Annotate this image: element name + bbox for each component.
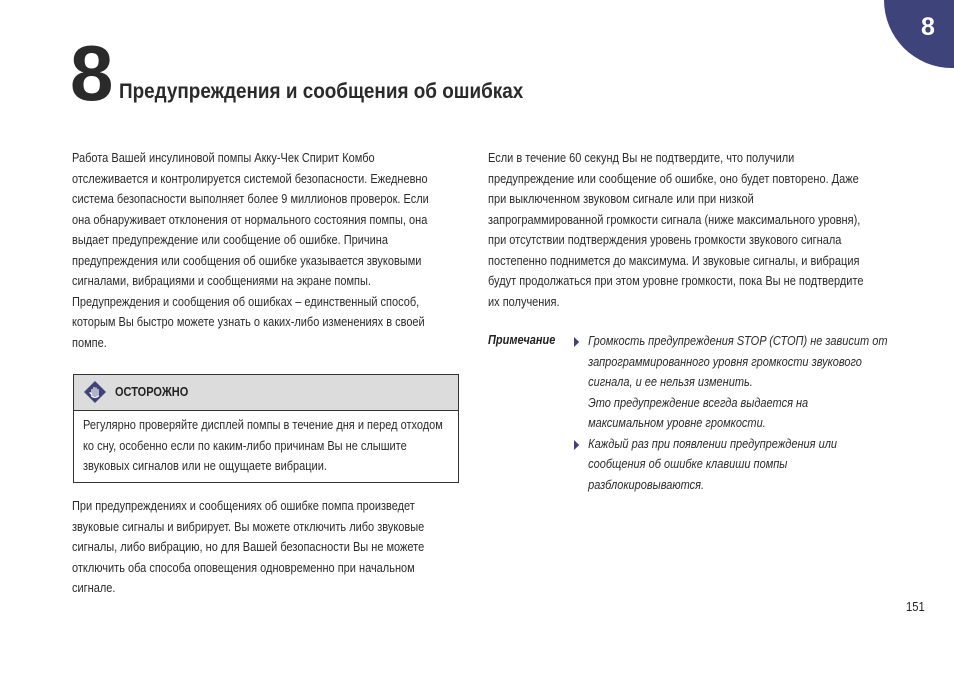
text-line: предупреждения или сообщения об ошибке указывается звуковыми — [72, 253, 422, 268]
triangle-bullet-icon — [574, 440, 579, 450]
page-number: 151 — [906, 600, 925, 614]
text-line: Громкость предупреждения STOP (СТОП) не зависит от — [588, 334, 888, 348]
text-line: сигнала, и ее нельзя изменить. — [588, 375, 753, 389]
chapter-title: Предупреждения и сообщения об ошибках — [119, 80, 524, 103]
text-line: отслеживается и контролируется системой безопасности. Ежедневно — [72, 171, 428, 186]
text-line: Если в течение 60 секунд Вы не подтвердите, что получили — [488, 151, 795, 165]
text-line: Работа Вашей инсулиновой помпы Акку-Чек Спирит Комбо — [72, 151, 375, 165]
text-line: при выключенном звуковом сигнале или при низкой — [488, 192, 754, 206]
caution-header — [74, 375, 458, 411]
text-line: отключить оба способа оповещения одновременно при начальном — [72, 560, 415, 575]
note-text — [588, 331, 887, 434]
text-line: она обнаруживает отклонения от нормального состояния помпы, она — [72, 212, 428, 227]
text-line: ко сну, особенно если по каким-либо причинам Вы не слышите — [83, 438, 407, 453]
caution-body — [83, 415, 443, 477]
note-item — [574, 331, 888, 434]
note-label: Примечание — [488, 333, 556, 347]
text-line: максимальном уровне громкости. — [588, 416, 766, 430]
text-line: разблокировываются. — [588, 477, 705, 492]
text-line: система безопасности выполняет более 9 миллионов проверок. Если — [72, 192, 429, 206]
text-line: выдает предупреждение или сообщение об ошибке. Причина — [72, 233, 388, 247]
text-line: постепенно поднимется до максимума. И звуковые сигналы, и вибрация — [488, 253, 860, 268]
text-line: звуковые сигналы и вибрирует. Вы можете отключить либо звуковые — [72, 519, 425, 534]
note-item — [574, 434, 873, 496]
text-line: Это предупреждение всегда выдается на — [588, 395, 809, 410]
text-line: запрограммированного уровня громкости звукового — [588, 354, 862, 369]
text-line: запрограммированной громкости сигнала (ниже максимального уровня), — [488, 212, 861, 227]
note-list — [574, 331, 888, 495]
caution-title: ОСТОРОЖНО — [115, 385, 189, 399]
text-line: предупреждение или сообщение об ошибке, оно будет повторено. Даже — [488, 171, 859, 186]
text-line: сигналы, либо вибрацию, но для Вашей безопасности Вы не можете — [72, 540, 425, 554]
chapter-number: 8 — [70, 29, 112, 117]
triangle-bullet-icon — [574, 337, 579, 347]
caution-box — [73, 374, 459, 483]
text-line: Каждый раз при появлении предупреждения или — [588, 436, 838, 451]
text-line: помпе. — [72, 335, 107, 350]
chapter-tab-number: 8 — [921, 13, 935, 41]
text-line: звуковых сигналов или не ощущаете вибрации. — [83, 459, 327, 473]
note-text — [588, 434, 887, 496]
text-line: будут продолжаться при этом уровне громкости, пока Вы не подтвердите — [488, 274, 864, 288]
text-line: сигналами, вибрациями и сообщениями на экране помпы. — [72, 274, 371, 288]
chapter-tab — [884, 0, 954, 68]
text-line: Регулярно проверяйте дисплей помпы в течение дня и перед отходом — [83, 418, 443, 432]
right-paragraph-1 — [488, 148, 863, 312]
text-line: их получения. — [488, 294, 560, 309]
text-line: сообщения об ошибке клавиши помпы — [588, 457, 788, 471]
text-line: которым Вы быстро можете узнать о каких-либо изменениях в своей — [72, 315, 425, 329]
text-line: Предупреждения и сообщения об ошибках – единственный способ, — [72, 294, 420, 309]
left-paragraph-2 — [72, 496, 424, 599]
left-paragraph-1 — [72, 148, 429, 353]
stop-hand-icon — [83, 380, 107, 404]
text-line: При предупреждениях и сообщениях об ошибке помпа произведет — [72, 499, 415, 513]
text-line: сигнале. — [72, 581, 116, 595]
text-line: при отсутствии подтверждения уровень громкости звукового сигнала — [488, 233, 842, 247]
